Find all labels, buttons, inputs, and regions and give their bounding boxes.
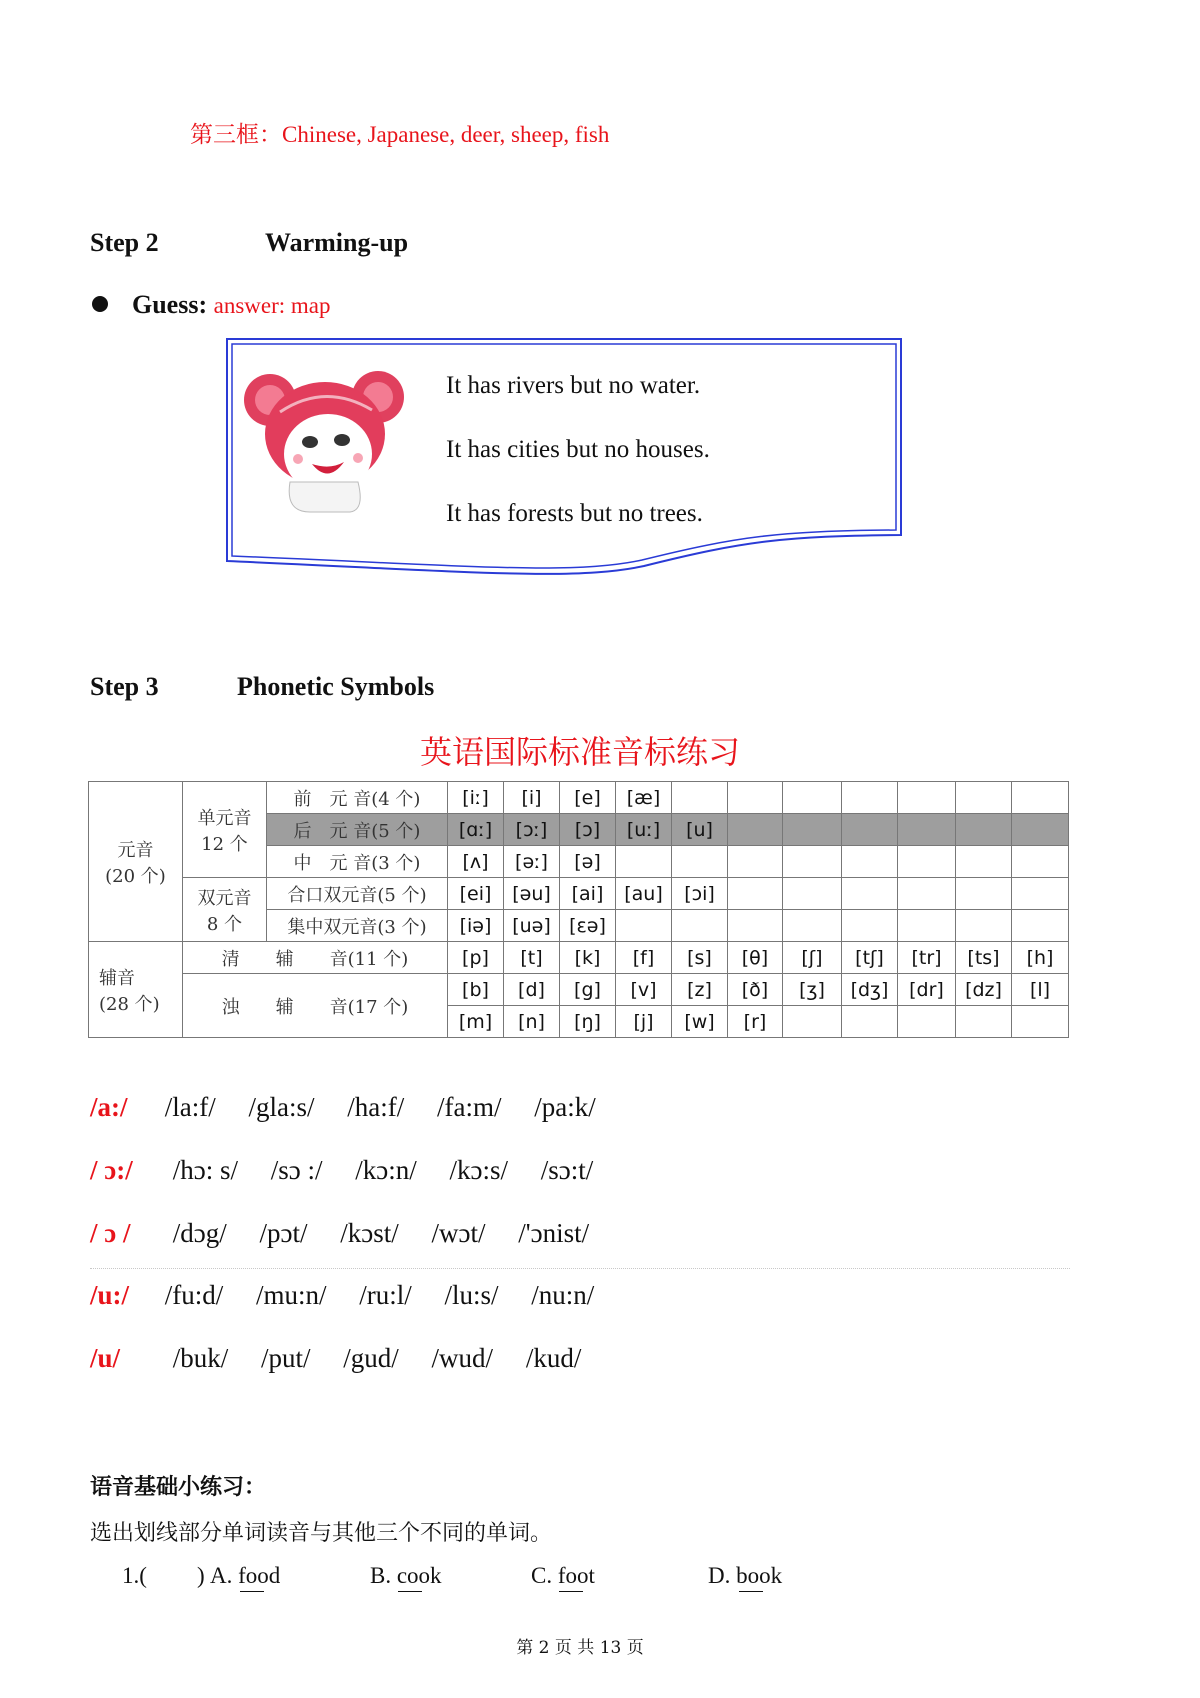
symbol-cell: [w]	[672, 1006, 728, 1038]
symbol-cell: [p]	[448, 942, 504, 974]
symbol-cell: [m]	[448, 1006, 504, 1038]
step3-title: Phonetic Symbols	[237, 672, 435, 701]
phonetic-word: /lu:s/	[444, 1280, 499, 1310]
symbol-cell: [æ]	[616, 782, 672, 814]
symbol-cell: [k]	[560, 942, 616, 974]
riddle-line-1: It has rivers but no water.	[446, 372, 701, 399]
empty-cell	[783, 1006, 842, 1038]
empty-cell	[672, 846, 728, 878]
phonetic-line	[90, 1280, 620, 1311]
empty-cell	[842, 814, 898, 846]
phonetic-word: /buk/	[172, 1343, 229, 1373]
symbol-cell: [ʌ]	[448, 846, 504, 878]
diphthongs-cell: 双元音 8 个	[183, 878, 267, 942]
underline-mark	[240, 1591, 264, 1592]
symbol-cell: [ai]	[560, 878, 616, 910]
symbol-cell: [uə]	[504, 910, 560, 942]
empty-cell	[956, 782, 1012, 814]
empty-cell	[728, 878, 783, 910]
symbol-cell: [ə]	[560, 846, 616, 878]
symbol-cell: [iə]	[448, 910, 504, 942]
question-paren: )	[197, 1563, 205, 1588]
symbol-cell: [əː]	[504, 846, 560, 878]
phonetic-line	[90, 1092, 622, 1123]
phonetic-key: /u/	[90, 1343, 121, 1373]
phonetic-word: /ha:f/	[347, 1092, 405, 1122]
step2-title: Warming-up	[265, 228, 409, 257]
question-number: 1.(	[122, 1563, 147, 1588]
symbol-cell: [r]	[728, 1006, 783, 1038]
practice-heading: 语音基础小练习：	[90, 1475, 267, 1500]
symbol-cell: [ɑː]	[448, 814, 504, 846]
empty-cell	[956, 1006, 1012, 1038]
empty-cell	[672, 782, 728, 814]
practice-instruction: 选出划线部分单词读音与其他三个不同的单词。	[90, 1521, 553, 1546]
phonetic-word: /gud/	[343, 1343, 399, 1373]
symbol-cell: [ʃ]	[783, 942, 842, 974]
symbol-cell: [ei]	[448, 878, 504, 910]
symbol-cell: [uː]	[616, 814, 672, 846]
phonetic-word: /pɔt/	[259, 1218, 308, 1248]
empty-cell	[672, 910, 728, 942]
dotted-divider	[90, 1268, 1070, 1269]
empty-cell	[728, 782, 783, 814]
empty-cell	[728, 814, 783, 846]
consonants-cell: 辅音 (28 个)	[89, 942, 183, 1038]
phonetic-key: /u:/	[90, 1280, 130, 1310]
step3-label: Step 3	[90, 672, 159, 701]
empty-cell	[728, 846, 783, 878]
phonetic-word: /wɔt/	[431, 1218, 486, 1248]
phonetic-key: /a:/	[90, 1092, 128, 1122]
phonetic-word: /hɔ: s/	[172, 1155, 238, 1185]
symbol-cell: [ɔ]	[560, 814, 616, 846]
empty-cell	[956, 814, 1012, 846]
symbol-cell: [g]	[560, 974, 616, 1006]
symbol-cell: [e]	[560, 782, 616, 814]
option-c: C. foot	[531, 1563, 595, 1588]
option-d: D. book	[708, 1563, 783, 1588]
phonetic-line	[90, 1218, 615, 1249]
empty-cell	[898, 910, 956, 942]
empty-cell	[616, 846, 672, 878]
phonetic-line	[90, 1343, 607, 1374]
symbol-cell: [h]	[1012, 942, 1069, 974]
phonetic-key: / ɔ:/	[90, 1155, 133, 1185]
row-name: 前 元 音(4 个)	[267, 782, 448, 814]
symbol-cell: [ɔi]	[672, 878, 728, 910]
symbol-cell: [ŋ]	[560, 1006, 616, 1038]
empty-cell	[1012, 846, 1069, 878]
table-title: 英语国际标准音标练习	[419, 733, 740, 771]
phonetic-table	[88, 781, 1069, 1038]
row-name: 清 辅 音(11 个)	[183, 942, 448, 974]
symbol-cell: [tr]	[898, 942, 956, 974]
empty-cell	[842, 878, 898, 910]
symbol-cell: [tʃ]	[842, 942, 898, 974]
symbol-cell: [j]	[616, 1006, 672, 1038]
empty-cell	[842, 846, 898, 878]
symbol-cell: [i]	[504, 782, 560, 814]
empty-cell	[956, 910, 1012, 942]
phonetic-word: /kud/	[525, 1343, 582, 1373]
symbol-cell: [ɔː]	[504, 814, 560, 846]
step2-label: Step 2	[90, 228, 159, 257]
symbol-cell: [d]	[504, 974, 560, 1006]
symbol-cell: [dʒ]	[842, 974, 898, 1006]
row-name: 后 元 音(5 个)	[267, 814, 448, 846]
phonetic-word: /gla:s/	[248, 1092, 315, 1122]
option-a: A. food	[210, 1563, 281, 1588]
pink-mouse-mascot-icon	[240, 362, 410, 520]
bullet-icon	[92, 296, 108, 312]
underline-mark	[398, 1591, 422, 1592]
empty-cell	[1012, 1006, 1069, 1038]
symbol-cell: [εə]	[560, 910, 616, 942]
option-b: B. cook	[370, 1563, 442, 1588]
page-footer: 第 2 页 共 13 页	[516, 1638, 644, 1658]
phonetic-word: /kɔ:s/	[449, 1155, 508, 1185]
empty-cell	[956, 846, 1012, 878]
phonetic-word: /ru:l/	[359, 1280, 412, 1310]
empty-cell	[616, 910, 672, 942]
monophthongs-cell: 单元音 12 个	[183, 782, 267, 878]
phonetic-word: /put/	[261, 1343, 311, 1373]
empty-cell	[842, 910, 898, 942]
empty-cell	[842, 782, 898, 814]
empty-cell	[783, 782, 842, 814]
empty-cell	[783, 846, 842, 878]
guess-line	[92, 290, 331, 320]
symbol-cell: [z]	[672, 974, 728, 1006]
empty-cell	[783, 910, 842, 942]
phonetic-line	[90, 1155, 619, 1186]
phonetic-word: /fu:d/	[164, 1280, 224, 1310]
empty-cell	[1012, 910, 1069, 942]
phonetic-word: /sɔ:t/	[540, 1155, 594, 1185]
empty-cell	[898, 814, 956, 846]
phonetic-word: /mu:n/	[256, 1280, 327, 1310]
empty-cell	[783, 878, 842, 910]
empty-cell	[898, 1006, 956, 1038]
phonetic-word: /wud/	[431, 1343, 494, 1373]
symbol-cell: [b]	[448, 974, 504, 1006]
empty-cell	[898, 878, 956, 910]
phonetic-word: /kɔ:n/	[355, 1155, 417, 1185]
row-name: 中 元 音(3 个)	[267, 846, 448, 878]
empty-cell	[728, 910, 783, 942]
underline-mark	[739, 1591, 763, 1592]
underline-mark	[559, 1591, 583, 1592]
empty-cell	[898, 782, 956, 814]
empty-cell	[783, 814, 842, 846]
empty-cell	[842, 1006, 898, 1038]
empty-cell	[1012, 878, 1069, 910]
symbol-cell: [l]	[1012, 974, 1069, 1006]
symbol-cell: [t]	[504, 942, 560, 974]
guess-answer: answer: map	[213, 293, 331, 318]
empty-cell	[898, 846, 956, 878]
symbol-cell: [v]	[616, 974, 672, 1006]
row-name: 浊 辅 音(17 个)	[183, 974, 448, 1038]
row-name: 集中双元音(3 个)	[267, 910, 448, 942]
symbol-cell: [ts]	[956, 942, 1012, 974]
guess-label: Guess:	[132, 290, 208, 319]
empty-cell	[956, 878, 1012, 910]
symbol-cell: [s]	[672, 942, 728, 974]
phonetic-word: /la:f/	[164, 1092, 216, 1122]
empty-cell	[1012, 814, 1069, 846]
phonetic-word: /sɔ :/	[270, 1155, 323, 1185]
symbol-cell: [n]	[504, 1006, 560, 1038]
symbol-cell: [dr]	[898, 974, 956, 1006]
phonetic-word: /dɔg/	[172, 1218, 227, 1248]
phonetic-word: /fa:m/	[436, 1092, 502, 1122]
symbol-cell: [θ]	[728, 942, 783, 974]
symbol-cell: [au]	[616, 878, 672, 910]
phonetic-word: /kɔst/	[340, 1218, 399, 1248]
phonetic-word: /'ɔnist/	[518, 1218, 590, 1248]
phonetic-word: /nu:n/	[531, 1280, 595, 1310]
vowels-cell: 元音 (20 个)	[89, 782, 183, 942]
symbol-cell: [f]	[616, 942, 672, 974]
symbol-cell: [u]	[672, 814, 728, 846]
phonetic-key: / ɔ /	[90, 1218, 131, 1248]
symbol-cell: [ʒ]	[783, 974, 842, 1006]
phonetic-word: /pa:k/	[534, 1092, 596, 1122]
symbol-cell: [əu]	[504, 878, 560, 910]
row-name: 合口双元音(5 个)	[267, 878, 448, 910]
riddle-line-3: It has forests but no trees.	[446, 500, 703, 527]
intro-line: 第三框：Chinese, Japanese, deer, sheep, fish	[190, 122, 610, 147]
symbol-cell: [ð]	[728, 974, 783, 1006]
empty-cell	[1012, 782, 1069, 814]
symbol-cell: [iː]	[448, 782, 504, 814]
symbol-cell: [dz]	[956, 974, 1012, 1006]
riddle-line-2: It has cities but no houses.	[446, 436, 710, 463]
